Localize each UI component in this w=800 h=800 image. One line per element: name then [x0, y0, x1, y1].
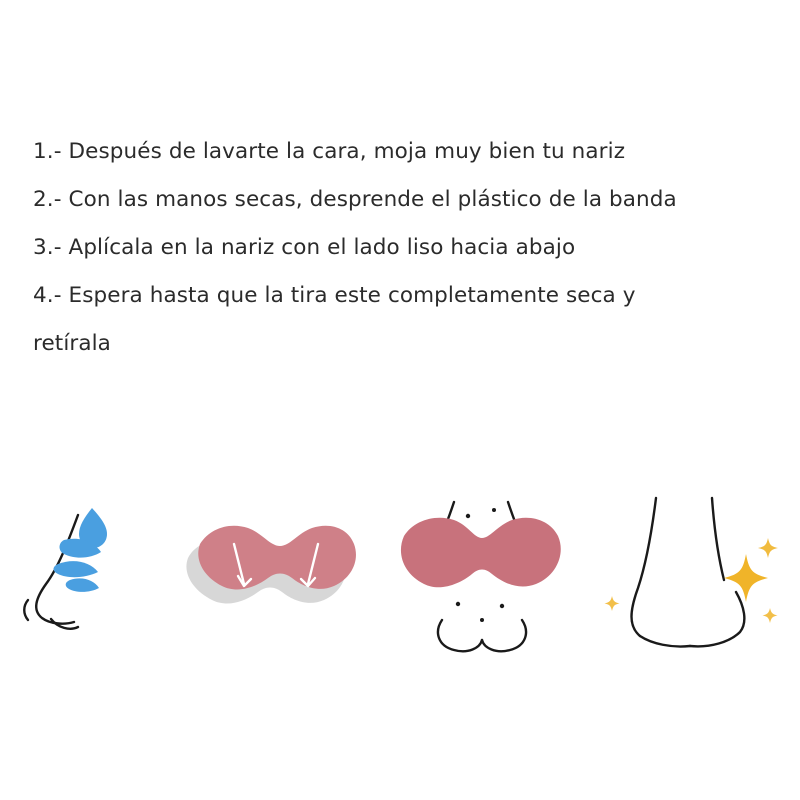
instruction-step-4-continuation: retírala: [33, 331, 111, 356]
instruction-step-4: 4.- Espera hasta que la tira este completamente seca y: [33, 283, 636, 308]
instruction-step-2: 2.- Con las manos secas, desprende el plástico de la banda: [33, 187, 677, 212]
water-droplet-icon: [54, 508, 108, 592]
figure-step-2-apply-strip: [172, 480, 372, 700]
figure-step-3-strip-on-nose: [382, 480, 582, 700]
instruction-step-1: 1.- Después de lavarte la cara, moja muy bien tu nariz: [33, 139, 626, 164]
instruction-step-3: 3.- Aplícala en la nariz con el lado liso hacia abajo: [33, 235, 576, 260]
figure-step-4-clean-nose: [594, 480, 794, 700]
sparkle-icon: [605, 538, 779, 623]
instructions-list: [33, 128, 773, 368]
strip-on-nose: [401, 518, 561, 588]
nose-front-outline-clean: [632, 498, 745, 647]
figures-row: [0, 480, 800, 700]
